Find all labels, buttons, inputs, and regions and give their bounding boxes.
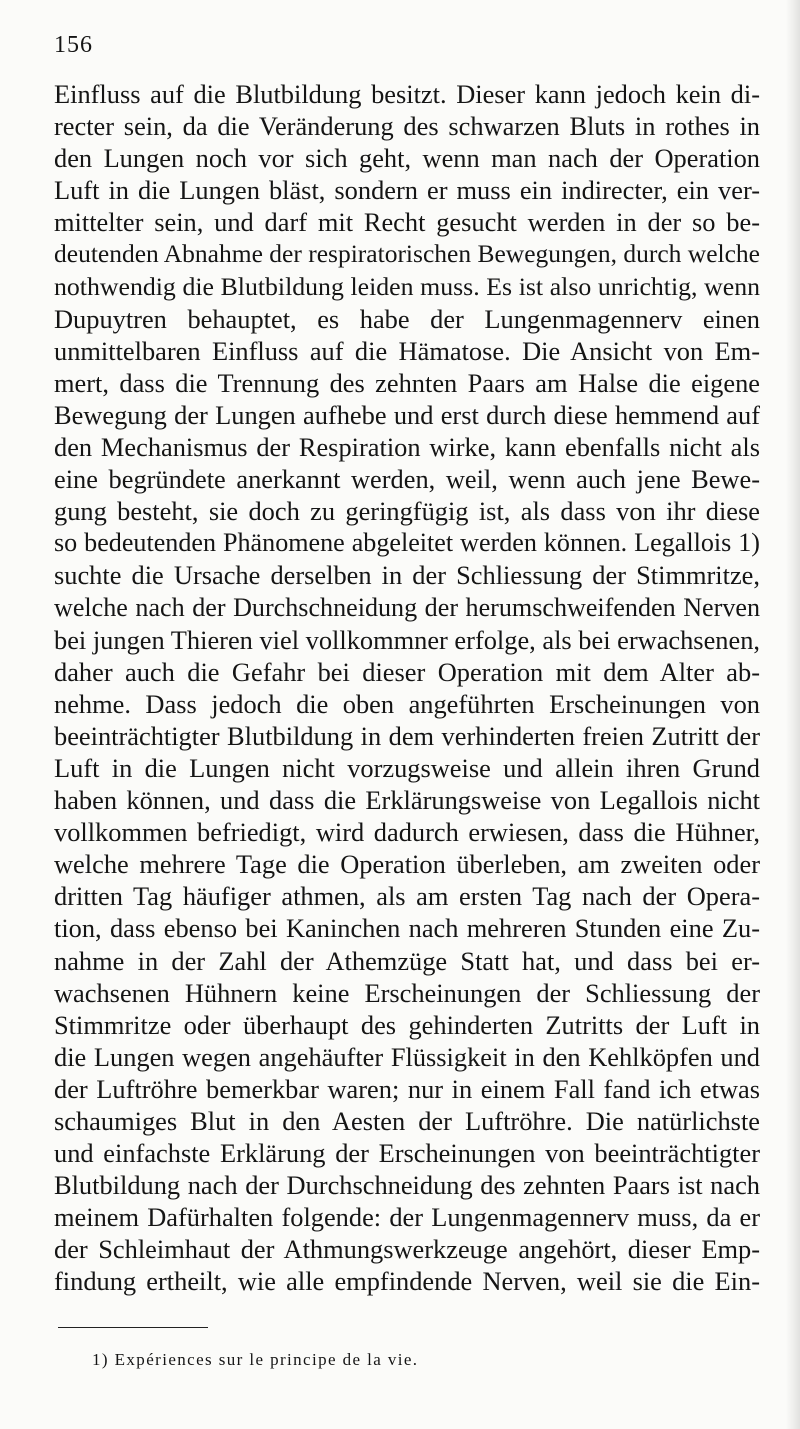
page-edge-shadow (786, 0, 800, 1429)
text-line: Bewegung der Lungen aufhebe und erst durch diese hemmend auf (54, 399, 760, 430)
text-line: so bedeutenden Phänomene abgeleitet werden können. Legallois 1) (54, 528, 760, 558)
text-line: findung ertheilt, wie alle empfindende Nerven, weil sie die Ein- (54, 1266, 760, 1297)
text-line: daher auch die Gefahr bei dieser Operation mit dem Alter ab- (54, 656, 760, 687)
text-line: deutenden Abnahme der respiratorischen Bewegungen, durch welche (54, 239, 760, 269)
text-line: Blutbildung nach der Durchschneidung des zehnten Paars ist nach (54, 1170, 760, 1201)
text-line: Luft in die Lungen nicht vorzugsweise und allein ihren Grund (54, 752, 760, 783)
text-line: nehme. Dass jedoch die oben angeführten Erscheinungen von (54, 688, 760, 719)
text-line: haben können, und dass die Erklärungsweise von Legallois nicht (54, 785, 760, 816)
text-line: schaumiges Blut in den Aesten der Luftröhre. Die natürlichste (54, 1106, 760, 1136)
page-number: 156 (54, 32, 93, 58)
footnote-rule (58, 1327, 208, 1328)
text-line: tion, dass ebenso bei Kaninchen nach mehreren Stunden eine Zu- (54, 913, 760, 944)
text-line: welche nach der Durchschneidung der herumschweifenden Nerven (54, 592, 760, 622)
text-line: wachsenen Hühnern keine Erscheinungen der Schliessung der (54, 977, 760, 1008)
text-line: Luft in die Lungen bläst, sondern er muss ein indirecter, ein ver- (54, 175, 760, 206)
body-text (54, 78, 760, 1298)
text-line: welche mehrere Tage die Operation überleben, am zweiten oder (54, 849, 760, 880)
footnote: 1) Expériences sur le principe de la vie. (92, 1350, 419, 1369)
text-line: suchte die Ursache derselben in der Schliessung der Stimmritze, (54, 560, 760, 591)
text-line: nahme in der Zahl der Athemzüge Statt hat, und dass bei er- (54, 945, 760, 976)
text-line: beeinträchtigter Blutbildung in dem verhinderten freien Zutritt der (54, 720, 760, 751)
text-line: meinem Dafürhalten folgende: der Lungenmagennerv muss, da er (54, 1202, 760, 1233)
text-line: nothwendig die Blutbildung leiden muss. Es ist also unrichtig, wenn (54, 271, 760, 301)
text-line: gung besteht, sie doch zu geringfügig ist, als dass von ihr diese (54, 496, 760, 527)
text-line: unmittelbaren Einfluss auf die Hämatose. Die Ansicht von Em- (54, 335, 760, 366)
text-line: eine begründete anerkannt werden, weil, wenn auch jene Bewe- (54, 464, 760, 495)
text-line: vollkommen befriedigt, wird dadurch erwiesen, dass die Hühner, (54, 817, 760, 848)
text-line: bei jungen Thieren viel vollkommner erfolge, als bei erwachsenen, (54, 624, 760, 655)
text-line: Dupuytren behauptet, es habe der Lungenmagennerv einen (54, 303, 760, 334)
text-line: der Luftröhre bemerkbar waren; nur in einem Fall fand ich etwas (54, 1073, 760, 1104)
text-line: Stimmritze oder überhaupt des gehinderten Zutritts der Luft in (54, 1009, 760, 1040)
text-line: Einfluss auf die Blutbildung besitzt. Dieser kann jedoch kein di- (54, 79, 760, 109)
text-line: dritten Tag häufiger athmen, als am ersten Tag nach der Opera- (54, 881, 760, 912)
text-line: der Schleimhaut der Athmungswerkzeuge angehört, dieser Emp- (54, 1234, 760, 1265)
text-line: die Lungen wegen angehäufter Flüssigkeit in den Kehlköpfen und (54, 1041, 760, 1072)
text-line: recter sein, da die Veränderung des schwarzen Bluts in rothes in (54, 111, 760, 142)
text-line: den Mechanismus der Respiration wirke, kann ebenfalls nicht als (54, 432, 760, 463)
text-line: mittelter sein, und darf mit Recht gesucht werden in der so be- (54, 207, 760, 238)
text-line: den Lungen noch vor sich geht, wenn man nach der Operation (54, 143, 760, 174)
text-line: und einfachste Erklärung der Erscheinungen von beeinträchtigter (54, 1138, 760, 1169)
text-line: mert, dass die Trennung des zehnten Paars am Halse die eigene (54, 367, 760, 398)
